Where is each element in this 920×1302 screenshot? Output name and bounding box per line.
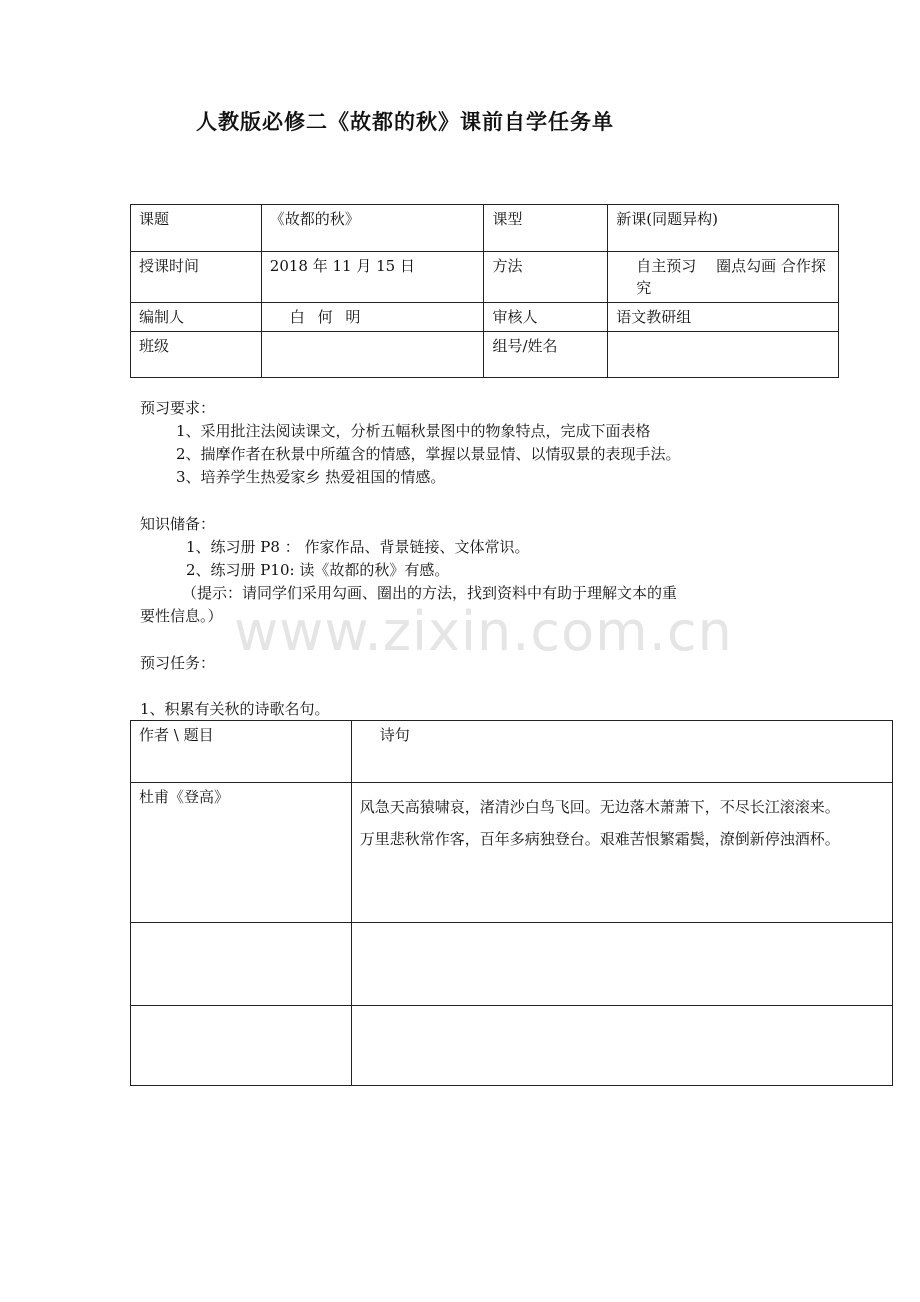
knowledge-item: 2、练习册 P10: 读《故都的秋》有感。 (186, 561, 450, 579)
label-method: 方法 (484, 252, 608, 303)
poem-author-empty[interactable] (131, 923, 352, 1006)
label-topic: 课题 (131, 205, 262, 252)
knowledge-hint-cont: 要性信息。） (140, 607, 223, 625)
requirement-item: 2、揣摩作者在秋景中所蕴含的情感，掌握以景显情、以情驭景的表现手法。 (176, 445, 681, 463)
document-title: 人教版必修二《故都的秋》课前自学任务单 (196, 110, 614, 134)
info-row-topic (131, 205, 839, 252)
value-group-name[interactable] (608, 332, 839, 378)
poem-row-empty (131, 923, 893, 1006)
poem-row-empty (131, 1006, 893, 1086)
info-row-author (131, 303, 839, 332)
verse-line: 万里悲秋常作客，百年多病独登台。艰难苦恨繁霜鬓，潦倒新停浊酒杯。 (359, 830, 840, 848)
requirement-item: 3、培养学生热爱家乡 热爱祖国的情感。 (176, 468, 446, 486)
value-time: 2018 年 11 月 15 日 (261, 252, 484, 303)
poem-author: 杜甫《登高》 (131, 783, 352, 923)
header-verse: 诗句 (351, 721, 892, 783)
label-lesson-type: 课型 (484, 205, 608, 252)
value-reviewer: 语文教研组 (608, 303, 839, 332)
value-class[interactable] (261, 332, 484, 378)
task-1: 1、积累有关秋的诗歌名句。 (140, 700, 330, 718)
watermark: www.zixin.com.cn (234, 600, 733, 663)
knowledge-heading: 知识储备： (140, 515, 216, 533)
value-lesson-type: 新课(同题异构) (608, 205, 839, 252)
tasks-heading: 预习任务： (140, 654, 216, 672)
value-method: 自主预习 圈点勾画 合作探究 (608, 252, 839, 303)
poem-table-header (131, 721, 893, 783)
header-author-title: 作者 \ 题目 (131, 721, 352, 783)
info-row-class (131, 332, 839, 378)
poem-verse (351, 783, 892, 923)
poem-verse-empty[interactable] (351, 923, 892, 1006)
knowledge-hint: （提示：请同学们采用勾画、圈出的方法，找到资料中有助于理解文本的重 (182, 584, 678, 602)
requirements-heading: 预习要求： (140, 399, 216, 417)
course-info-table (130, 204, 839, 378)
info-row-time (131, 252, 839, 303)
label-compiler: 编制人 (131, 303, 262, 332)
label-reviewer: 审核人 (484, 303, 608, 332)
value-compiler: 白 何 明 (261, 303, 484, 332)
poem-table (130, 720, 893, 1086)
requirement-item: 1、采用批注法阅读课文，分析五幅秋景图中的物象特点，完成下面表格 (176, 422, 651, 440)
poem-row (131, 783, 893, 923)
label-group-name: 组号/姓名 (484, 332, 608, 378)
label-class: 班级 (131, 332, 262, 378)
value-topic: 《故都的秋》 (261, 205, 484, 252)
verse-line: 风急天高猿啸哀，渚清沙白鸟飞回。无边落木萧萧下，不尽长江滚滚来。 (359, 798, 840, 816)
label-time: 授课时间 (131, 252, 262, 303)
poem-author-empty[interactable] (131, 1006, 352, 1086)
knowledge-item: 1、练习册 P8 ： 作家作品、背景链接、文体常识。 (186, 538, 530, 556)
poem-verse-empty[interactable] (351, 1006, 892, 1086)
